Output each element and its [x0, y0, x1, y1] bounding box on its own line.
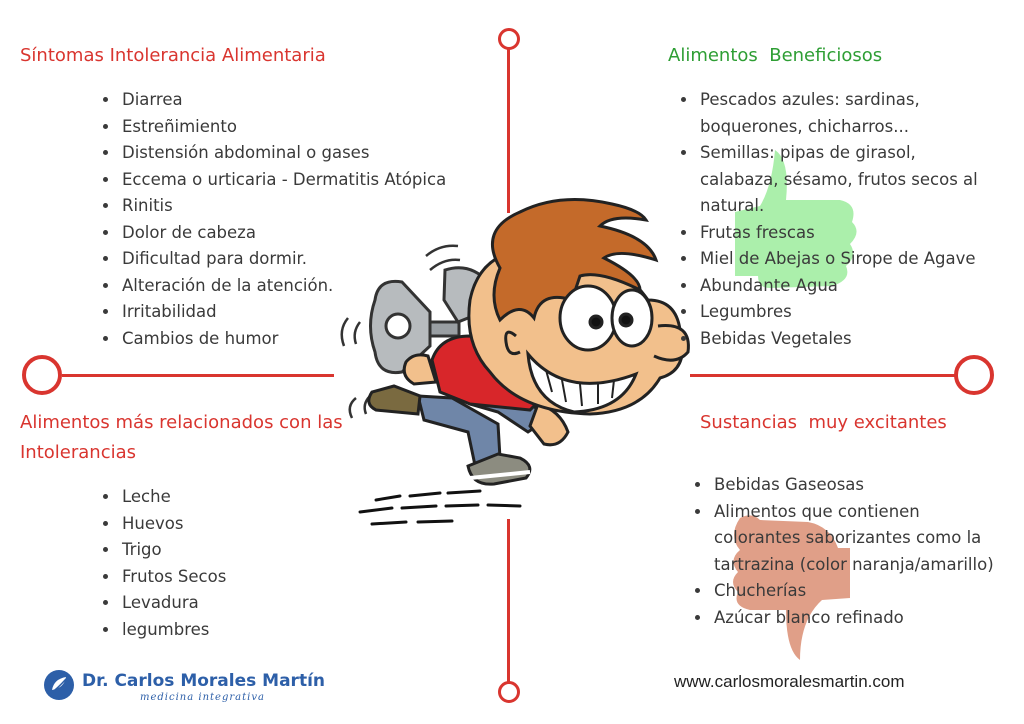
beneficial-foods-list — [676, 87, 998, 352]
related-foods-list — [98, 484, 226, 643]
list-item: • Trigo — [120, 537, 226, 564]
list-item: • Irritabilidad — [120, 299, 446, 326]
list-item: • Pescados azules: sardinas, boquerones, chicharros... — [698, 87, 998, 140]
list-item: • Eccema o urticaria - Dermatitis Atópica — [120, 167, 446, 194]
list-item: • Chucherías — [712, 578, 997, 605]
list-item: • Levadura — [120, 590, 226, 617]
logo-name: Dr. Carlos Morales Martín — [82, 671, 325, 691]
list-item: • Semillas: pipas de girasol, calabaza, sésamo, frutos secos al natural. — [698, 140, 998, 220]
list-item: • Rinitis — [120, 193, 446, 220]
list-item: • legumbres — [120, 617, 226, 644]
list-item: • Azúcar blanco refinado — [712, 605, 997, 632]
list-item: • Estreñimiento — [120, 114, 446, 141]
head — [469, 200, 689, 415]
symptoms-list — [98, 87, 446, 352]
exciting-substances-list — [690, 472, 997, 631]
list-item: • Abundante Agua — [698, 273, 998, 300]
logo-tagline: medicina integrativa — [140, 692, 265, 703]
website-link[interactable]: www.carlosmoralesmartin.com — [674, 672, 905, 691]
list-item: • Leche — [120, 484, 226, 511]
list-item: • Legumbres — [698, 299, 998, 326]
list-item: • Dolor de cabeza — [120, 220, 446, 247]
brand-logo — [44, 668, 325, 708]
leaf-logo-icon — [44, 670, 74, 700]
symptoms-title: Síntomas Intolerancia Alimentaria — [20, 45, 326, 66]
list-item: • Distensión abdominal o gases — [120, 140, 446, 167]
list-item: • Huevos — [120, 511, 226, 538]
list-item: • Alimentos que contienen colorantes saborizantes como la tartrazina (color naranja/amarillo) — [712, 499, 997, 579]
speed-lines — [360, 491, 520, 524]
list-item: • Cambios de humor — [120, 326, 446, 353]
list-item: • Bebidas Vegetales — [698, 326, 998, 353]
list-item: • Frutas frescas — [698, 220, 998, 247]
exciting-substances-title: Sustancias muy excitantes — [700, 412, 947, 433]
beneficial-foods-title: Alimentos Beneficiosos — [668, 45, 883, 66]
list-item: • Diarrea — [120, 87, 446, 114]
list-item: • Frutos Secos — [120, 564, 226, 591]
list-item: • Bebidas Gaseosas — [712, 472, 997, 499]
related-foods-title: Alimentos más relacionados con las Intolerancias — [20, 412, 343, 463]
list-item: • Dificultad para dormir. — [120, 246, 446, 273]
list-item: • Alteración de la atención. — [120, 273, 446, 300]
list-item: • Miel de Abejas o Sirope de Agave — [698, 246, 998, 273]
